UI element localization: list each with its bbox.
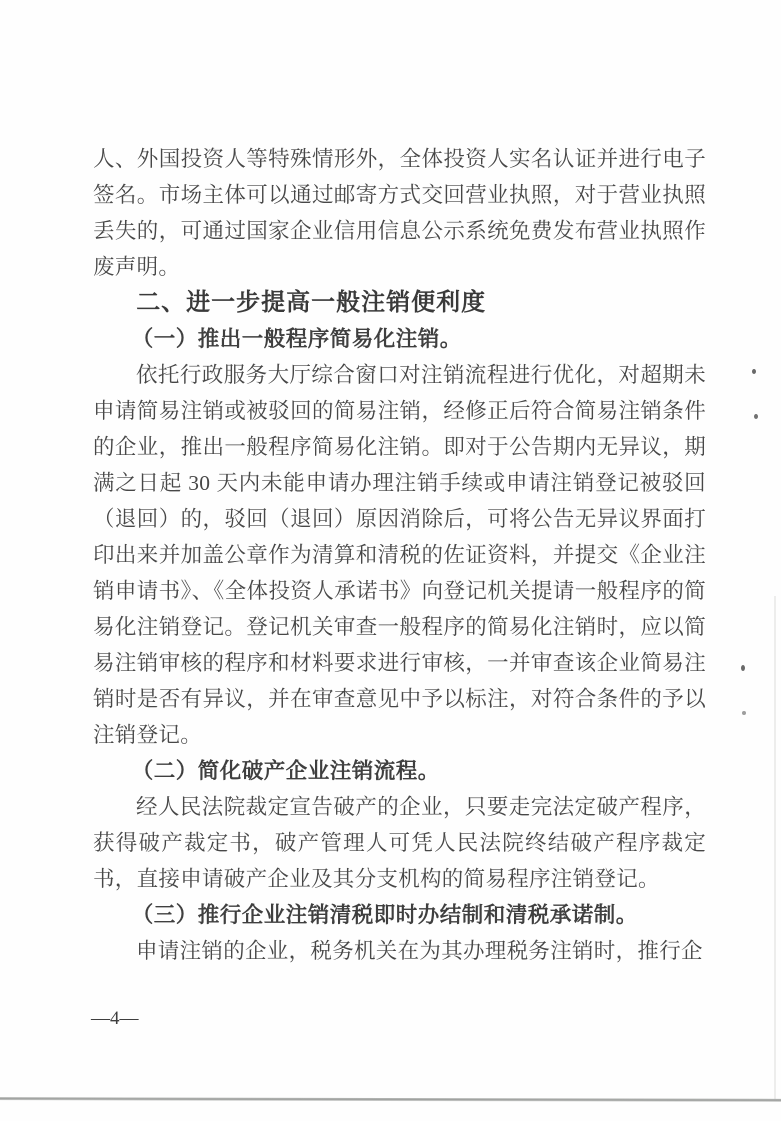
- scan-speck: [754, 414, 758, 419]
- sub-heading-1: （一）推出一般程序简易化注销。: [131, 327, 462, 351]
- body-paragraph: 依托行政服务大厅综合窗口对注销流程进行优化，对超期未申请简易注销或被驳回的简易注销，经修正后符合简易注销条件的企业，推出一般程序简易化注销。即对于公告期内无异议，期满之日起 30 天内未能申请办理注销手续或申请注销登记被驳回（退回）的，驳回（退回）原因消除后，可将公告无异议界面打印出来并加盖公章作为清算和清税的佐证资料，并提交《企业注销申请书》、《全体投资人承诺书》向登记机关提请一般程序的简易化注销登记。登记机关审查一般程序的简易化注销时，应以简易注销审核的程序和材料要求进行审核，一并审查该企业简易注销时是否有异议，并在审查意见中予以标注，对符合条件的予以注销登记。: [93, 363, 706, 747]
- body-paragraph: 申请注销的企业，税务机关在为其办理税务注销时，推行企: [136, 939, 703, 963]
- section-heading: 二、进一步提高一般注销便利度: [136, 289, 487, 316]
- page-bottom-edge-shadow: [0, 1097, 781, 1102]
- scan-speck: [741, 665, 745, 671]
- body-paragraph-continuation: 人、外国投资人等特殊情形外，全体投资人实名认证并进行电子签名。市场主体可以通过邮寄方式交回营业执照，对于营业执照丢失的，可通过国家企业信用信息公示系统免费发布营业执照作废声明。: [93, 147, 706, 279]
- page-right-edge-shadow: [774, 596, 776, 1099]
- sub-heading-2: （二）简化破产企业注销流程。: [131, 759, 440, 783]
- scan-speck: [742, 711, 746, 715]
- sub-heading-3: （三）推行企业注销清税即时办结制和清税承诺制。: [131, 903, 638, 927]
- scan-speck: [752, 369, 756, 374]
- page-number: —4—: [91, 1008, 139, 1029]
- body-paragraph: 经人民法院裁定宣告破产的企业，只要走完法定破产程序，获得破产裁定书，破产管理人可凭人民法院终结破产程序裁定书，直接申请破产企业及其分支机构的简易程序注销登记。: [93, 795, 706, 891]
- document-text-block: [93, 141, 706, 969]
